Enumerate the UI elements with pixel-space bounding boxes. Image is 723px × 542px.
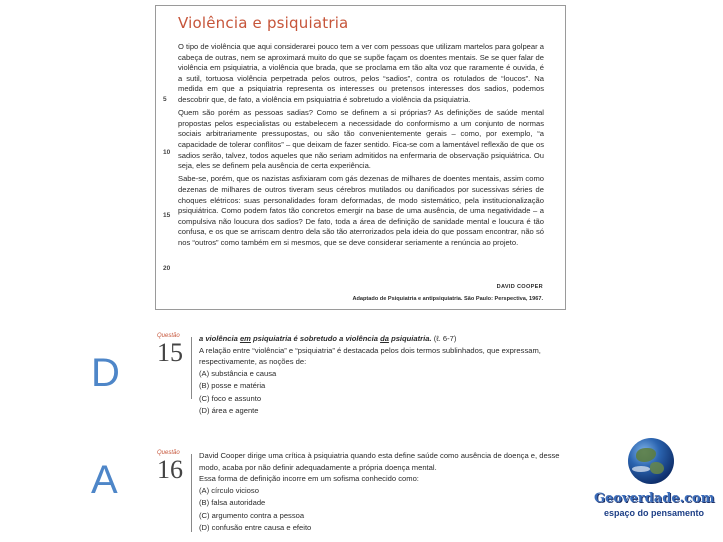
option-d[interactable]: (D) área e agente [199, 406, 259, 415]
question-prompt: Essa forma de definição incorre em um sofisma conhecido como: [199, 474, 419, 483]
question-16 [155, 450, 575, 542]
question-label: Questão [157, 450, 180, 456]
question-label: Questão [157, 333, 180, 339]
question-number: 15 [157, 338, 183, 367]
passage-paragraph: Sabe-se, porém, que os nazistas asfixiaram com gás dezenas de milhares de doentes mentais, assim como dezenas de milhares de outros tiveram seus cérebros mutilados ou danificados por sucessivas séries de choques elétricos: suas personalidades foram deformadas, de modo sistemático, pela institucionalização psiquiátrica. Como podem fatos tão concretos emergir na base de uma ausência, de uma negatividade – a compulsiva não loucura dos sadios? De fato, toda a área de definição de sanidade mental e loucura é tão confusa, e os que se arriscam dentro dela são tão aterrorizados pela ideia do que possam encontrar, não só nos “outros” como também em si mesmos, que se deve considerar seriamente a renúncia ao projeto. [178, 174, 544, 247]
question-prompt: A relação entre “violência” e “psiquiatria” é destacada pelos dois termos sublinhados, que expressam, respectivamente, as noções de: [199, 345, 541, 366]
question-content [199, 450, 574, 535]
question-15 [155, 333, 575, 428]
question-quote: a violência em psiquiatria é sobretudo a violência da psiquiatria. (ℓ. 6-7) [199, 334, 457, 343]
passage-paragraph: Quem são porém as pessoas sadias? Como se definem a si próprias? As definições de saúde mental propostas pelos especialistas ou estabelecem a necessidade do conformismo a um conjunto de normas sociais arbitrariamente pressupostas, ou são tão convenientemente gerais – como, por exemplo, “a capacidade de tolerar conflitos” – que deixam de fazer sentido. Fica-se com a lamentável reflexão de que os sadios serão, talvez, todos aqueles que não seriam admitidos na enfermaria de observação psiquiátrica. Ou seja, eles se definem pela ausência de certa experiência. [178, 108, 544, 171]
text-passage [155, 5, 566, 310]
logo-name: Geoverdade.com [594, 491, 715, 506]
passage-body [163, 42, 544, 272]
option-c[interactable]: (C) argumento contra a pessoa [199, 510, 305, 520]
divider [191, 454, 192, 532]
option-a[interactable]: (A) substância e causa [199, 368, 277, 378]
line-number: 20 [163, 265, 171, 272]
site-logo [594, 438, 714, 528]
passage-source: Adaptado de Psiquiatria e antipsiquiatria. São Paulo: Perspectiva, 1967. [352, 296, 543, 302]
option-c[interactable]: (C) foco e assunto [199, 393, 262, 403]
line-number: 10 [163, 149, 171, 156]
line-number: 15 [163, 212, 171, 219]
passage-author: DAVID COOPER [496, 284, 543, 290]
question-number: 16 [157, 455, 183, 484]
globe-icon [628, 438, 674, 484]
divider [191, 337, 192, 399]
logo-tagline: espaço do pensamento [603, 508, 705, 518]
option-b[interactable]: (B) falsa autoridade [199, 498, 266, 507]
option-d[interactable]: (D) confusão entre causa e efeito [199, 523, 312, 532]
passage-title: Violência e psiquiatria [178, 14, 349, 32]
passage-paragraph: O tipo de violência que aqui considerarei pouco tem a ver com pessoas que utilizam martelos para golpear a cabeça de outras, nem se aproximará muito do que se supõe façam os doentes mentais. Se se quer falar de violência em psiquiatria, a violência que brada, que se proclama em tão alta voz que raramente é ouvida, é a sutil, tortuosa violência perpetrada pelos outros, pelos “sadios”, contra os rotulados de “loucos”. Na medida em que a psiquiatria representa os interesses ou pretensos interesses dos sadios, podemos descobrir que, de fato, a violência em psiquiatria é sobretudo a violência da psiquiatria. [178, 42, 544, 104]
question-content [199, 333, 574, 418]
question-prompt: David Cooper dirige uma crítica à psiquiatria quando esta define saúde como ausência de doença e, desse modo, acaba por não definir adequadamente a própria doença mental. [199, 451, 560, 472]
option-b[interactable]: (B) posse e matéria [199, 381, 266, 390]
answer-letter: D [91, 351, 120, 395]
option-a[interactable]: (A) círculo vicioso [199, 485, 259, 495]
line-number: 5 [163, 96, 167, 103]
answer-letter: A [91, 458, 118, 502]
